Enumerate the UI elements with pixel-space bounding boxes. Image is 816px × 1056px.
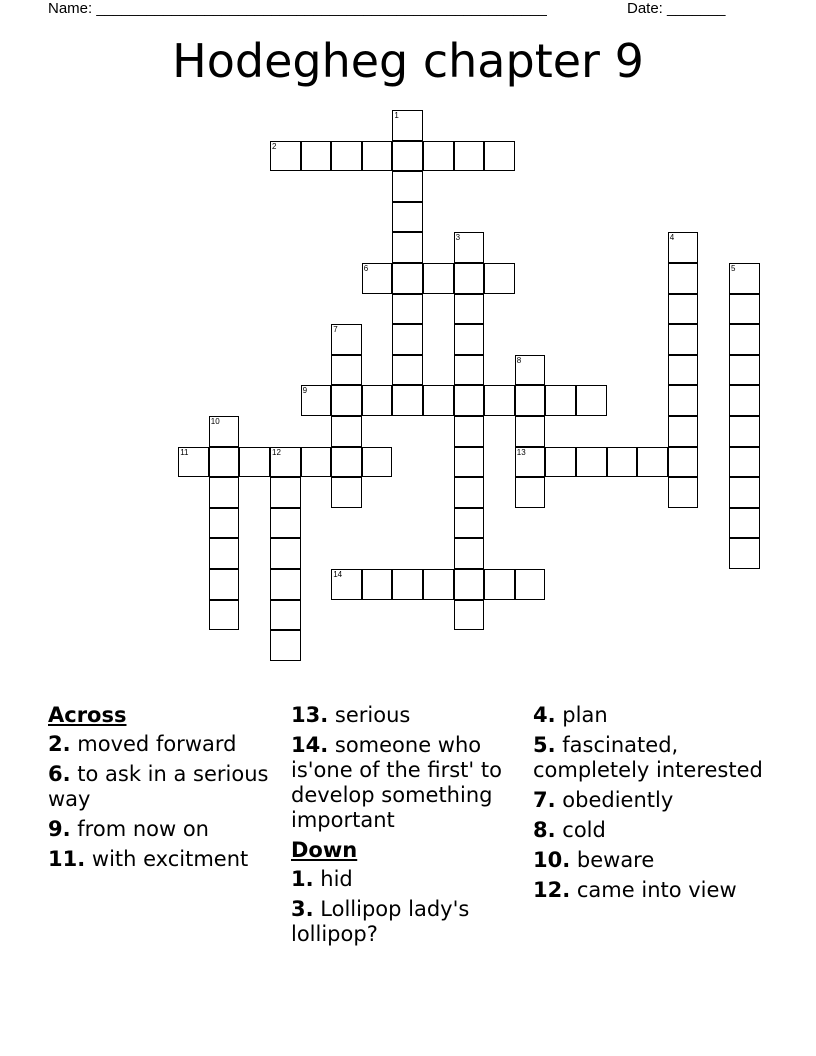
grid-cell[interactable] [454,232,485,263]
down-clue [291,897,531,947]
grid-cell[interactable] [362,447,393,478]
grid-cell[interactable] [209,447,240,478]
grid-cell[interactable] [668,324,699,355]
cell-number: 4 [669,233,675,243]
grid-cell[interactable] [331,477,362,508]
grid-cell[interactable] [270,538,301,569]
clue-number: 2. [48,732,71,756]
grid-cell[interactable] [270,141,301,172]
clue-text: came into view [576,878,737,902]
grid-cell[interactable] [454,416,485,447]
clue-number: 4. [533,703,556,727]
clue-column-1 [48,703,288,877]
grid-cell[interactable] [270,508,301,539]
name-field-label: Name: ______________________________________________________ [48,0,547,17]
grid-cell[interactable] [484,141,515,172]
cell-number: 13 [516,447,526,457]
down-clue [533,818,773,843]
grid-cell[interactable] [270,630,301,661]
grid-cell[interactable] [668,232,699,263]
grid-cell[interactable] [392,294,423,325]
grid-cell[interactable] [331,416,362,447]
grid-cell[interactable] [392,263,423,294]
grid-cell[interactable] [423,263,454,294]
grid-cell[interactable] [515,416,546,447]
grid-cell[interactable] [729,385,760,416]
grid-cell[interactable] [331,447,362,478]
clue-number: 13. [291,703,329,727]
grid-cell[interactable] [729,355,760,386]
clue-text: hid [320,867,353,891]
grid-cell[interactable] [392,385,423,416]
cell-number: 9 [302,386,308,396]
grid-cell[interactable] [301,141,332,172]
grid-cell[interactable] [331,355,362,386]
grid-cell[interactable] [668,416,699,447]
grid-cell[interactable] [423,141,454,172]
grid-cell[interactable] [668,447,699,478]
cell-number: 2 [272,141,277,151]
grid-cell[interactable] [729,447,760,478]
clue-number: 9. [48,817,71,841]
clue-number: 7. [533,788,556,812]
clue-text: moved forward [77,732,237,756]
clue-text: to ask in a serious way [48,762,269,811]
clue-text: Lollipop lady's lollipop? [291,897,470,946]
grid-cell[interactable] [392,324,423,355]
grid-cell[interactable] [515,385,546,416]
grid-cell[interactable] [392,569,423,600]
clue-text: obediently [562,788,674,812]
grid-cell[interactable] [668,355,699,386]
grid-cell[interactable] [209,569,240,600]
clue-column-2 [291,703,531,952]
grid-cell[interactable] [454,324,485,355]
clue-text: cold [562,818,606,842]
down-heading: Down [291,838,358,862]
clue-text: serious [334,703,411,727]
grid-cell[interactable] [423,569,454,600]
grid-cell[interactable] [178,447,209,478]
grid-cell[interactable] [331,141,362,172]
clue-text: beware [576,848,655,872]
grid-cell[interactable] [484,569,515,600]
grid-cell[interactable] [209,508,240,539]
grid-cell[interactable] [392,232,423,263]
clue-text: with excitment [91,847,249,871]
grid-cell[interactable] [515,447,546,478]
grid-cell[interactable] [454,263,485,294]
clue-number: 11. [48,847,86,871]
grid-cell[interactable] [729,263,760,294]
grid-cell[interactable] [515,355,546,386]
grid-cell[interactable] [729,324,760,355]
clue-number: 8. [533,818,556,842]
grid-cell[interactable] [362,263,393,294]
across-heading: Across [48,703,127,727]
grid-cell[interactable] [454,355,485,386]
puzzle-title: Hodegheg chapter 9 [172,34,644,88]
down-clue [533,848,773,873]
cell-number: 6 [363,264,369,273]
down-clue [533,878,773,903]
clue-number: 14. [291,733,329,757]
grid-cell[interactable] [454,141,485,172]
grid-cell[interactable] [576,447,607,478]
across-clue [48,732,288,757]
clue-text: plan [562,703,608,727]
down-clue [533,788,773,813]
grid-cell[interactable] [392,202,423,233]
grid-cell[interactable] [454,600,485,631]
cell-number: 7 [333,325,338,335]
grid-cell[interactable] [270,477,301,508]
grid-cell[interactable] [668,294,699,325]
grid-cell[interactable] [729,538,760,569]
grid-cell[interactable] [362,385,393,416]
grid-cell[interactable] [301,385,332,416]
clue-number: 10. [533,848,571,872]
clue-number: 5. [533,733,556,757]
grid-cell[interactable] [270,600,301,631]
grid-cell[interactable] [301,447,332,478]
clue-number: 1. [291,867,314,891]
grid-cell[interactable] [454,385,485,416]
clue-number: 12. [533,878,571,902]
grid-cell[interactable] [239,447,270,478]
grid-cell[interactable] [270,569,301,600]
down-clue [533,733,773,783]
grid-cell[interactable] [545,447,576,478]
grid-cell[interactable] [668,263,699,294]
grid-cell[interactable] [362,141,393,172]
clue-number: 3. [291,897,314,921]
grid-cell[interactable] [729,477,760,508]
grid-cell[interactable] [607,447,638,478]
grid-cell[interactable] [729,508,760,539]
clue-number: 6. [48,762,71,786]
grid-cell[interactable] [331,324,362,355]
cell-number: 12 [272,447,281,457]
date-field-label: Date: _______ [627,0,726,17]
grid-cell[interactable] [484,385,515,416]
grid-cell[interactable] [484,263,515,294]
clue-text: someone who is'one of the first' to develop something important [291,733,502,832]
grid-cell[interactable] [576,385,607,416]
grid-cell[interactable] [729,416,760,447]
grid-cell[interactable] [454,569,485,600]
grid-cell[interactable] [515,477,546,508]
across-clue [291,703,531,728]
grid-cell[interactable] [392,355,423,386]
across-clue [291,733,531,833]
grid-cell[interactable] [668,385,699,416]
cell-number: 1 [394,111,399,120]
grid-cell[interactable] [331,569,362,600]
grid-cell[interactable] [209,416,240,447]
grid-cell[interactable] [729,294,760,325]
cell-number: 11 [180,447,189,457]
across-clue [48,762,288,812]
grid-cell[interactable] [637,447,668,478]
down-clue [533,703,773,728]
cell-number: 14 [333,570,343,579]
clue-text: fascinated, completely interested [533,733,763,782]
grid-cell[interactable] [392,110,423,141]
cell-number: 5 [731,264,736,273]
grid-cell[interactable] [423,385,454,416]
clue-column-3 [533,703,773,908]
cell-number: 8 [516,355,522,365]
grid-cell[interactable] [454,477,485,508]
cell-number: 3 [455,233,461,243]
down-clue [291,867,531,892]
grid-cell[interactable] [209,477,240,508]
across-clue [48,817,288,842]
grid-cell[interactable] [392,141,423,172]
across-clue [48,847,288,872]
grid-cell[interactable] [454,508,485,539]
grid-cell[interactable] [454,447,485,478]
grid-cell[interactable] [454,538,485,569]
grid-cell[interactable] [270,447,301,478]
grid-cell[interactable] [209,600,240,631]
grid-cell[interactable] [331,385,362,416]
cell-number: 10 [210,417,220,426]
grid-cell[interactable] [392,171,423,202]
clue-text: from now on [77,817,209,841]
grid-cell[interactable] [545,385,576,416]
grid-cell[interactable] [668,477,699,508]
grid-cell[interactable] [515,569,546,600]
grid-cell[interactable] [209,538,240,569]
grid-cell[interactable] [454,294,485,325]
grid-cell[interactable] [362,569,393,600]
